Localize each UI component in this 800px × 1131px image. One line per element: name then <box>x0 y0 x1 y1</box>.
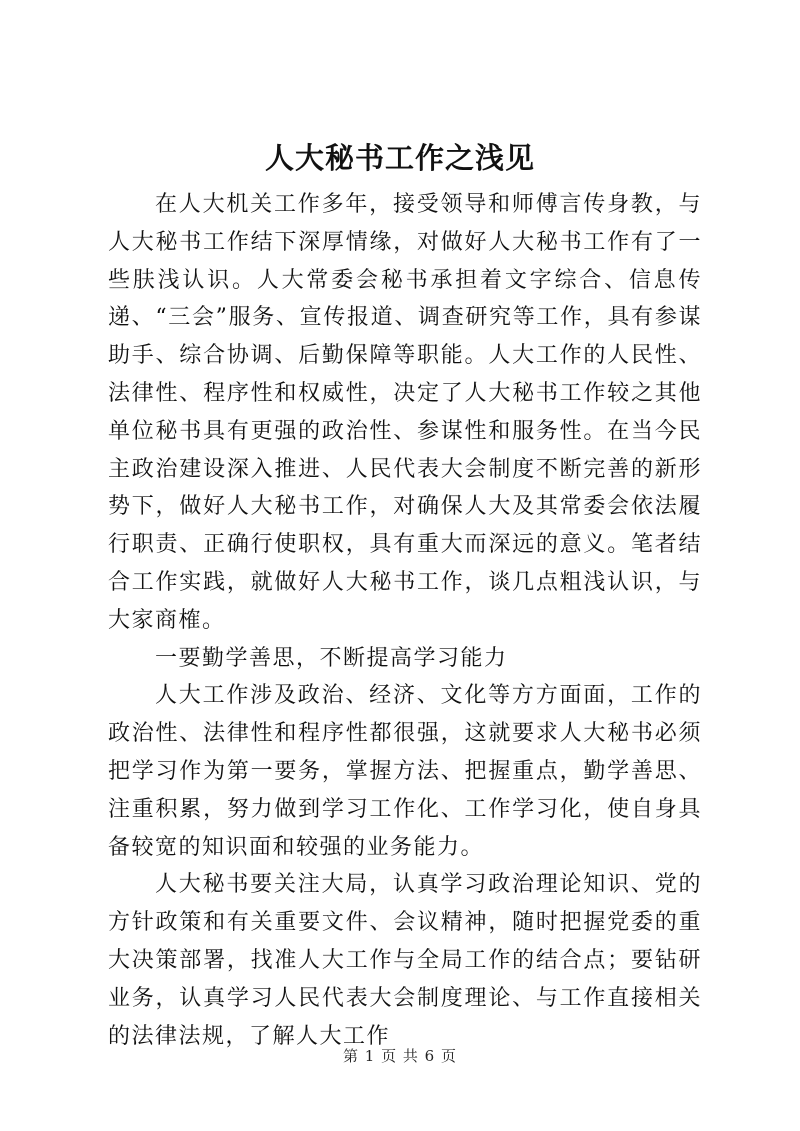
body-paragraph: 人大秘书要关注大局，认真学习政治理论知识、党的方针政策和有关重要文件、会议精神，随时把握党委的重大决策部署，找准人大工作与全局工作的结合点；要钻研业务，认真学习人民代表大会制度理论、与工作直接相关的法律法规，了解人大工作 <box>108 872 702 1049</box>
section-heading: 一要勤学善思，不断提高学习能力 <box>155 645 508 671</box>
document-title: 人大秘书工作之浅见 <box>264 141 535 175</box>
intro-paragraph: 在人大机关工作多年，接受领导和师傅言传身教，与人大秘书工作结下深厚情缘，对做好人大秘书工作有了一些肤浅认识。人大常委会秘书承担着文字综合、信息传递、“三会”服务、宣传报道、调查研究等工作，具有参谋助手、综合协调、后勤保障等职能。人大工作的人民性、法律性、程序性和权威性，决定了人大秘书工作较之其他单位秘书具有更强的政治性、参谋性和服务性。在当今民主政治建设深入推进、人民代表大会制度不断完善的新形势下，做好人大秘书工作，对确保人大及其常委会依法履行职责、正确行使职权，具有重大而深远的意义。笔者结合工作实践，就做好人大秘书工作，谈几点粗浅认识，与大家商榷。 <box>108 192 702 633</box>
document-body <box>108 186 702 1055</box>
body-paragraph: 人大工作涉及政治、经济、文化等方方面面，工作的政治性、法律性和程序性都很强，这就要求人大秘书必须把学习作为第一要务，掌握方法、把握重点，勤学善思、注重积累，努力做到学习工作化、工作学习化，使自身具备较宽的知识面和较强的业务能力。 <box>108 683 702 860</box>
page-footer: 第 1 页 共 6 页 <box>343 1047 457 1065</box>
